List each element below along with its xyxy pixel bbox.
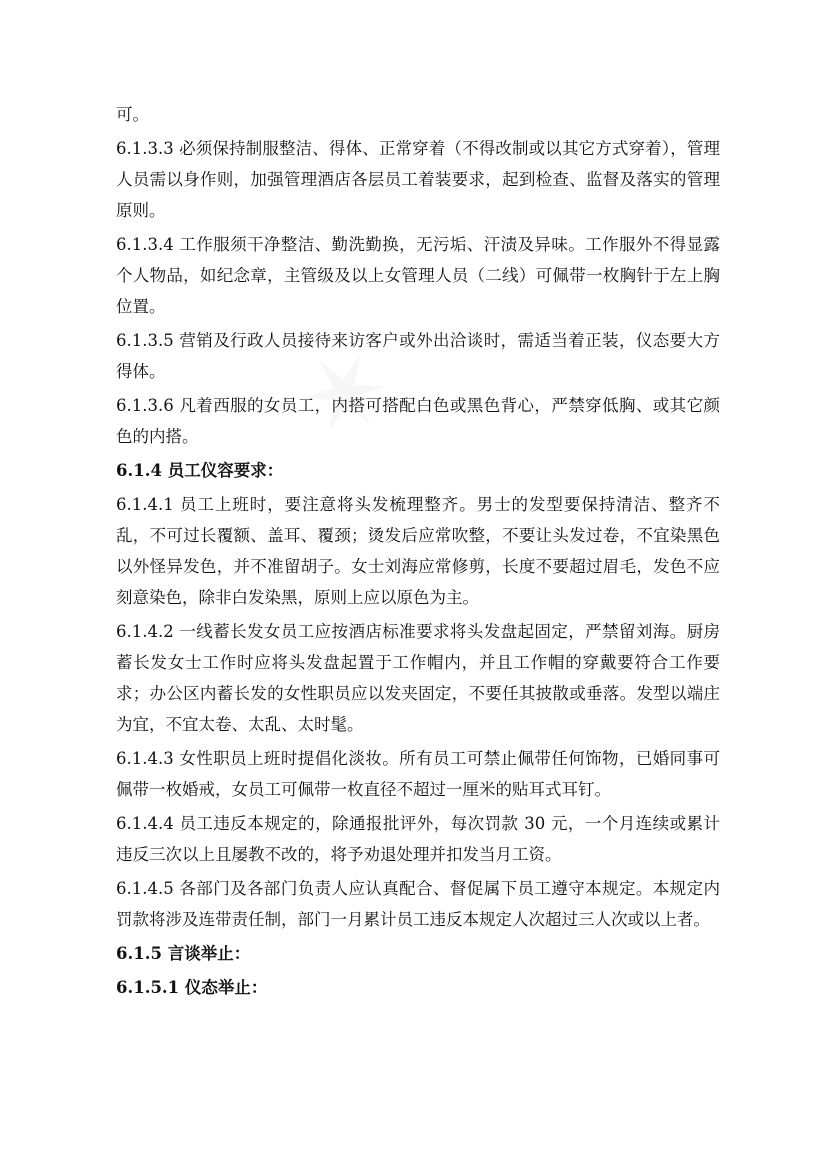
clause-text: 必须保持制服整洁、得体、正常穿着（不得改制或以其它方式穿着），管理人员需以身作则，加强管理酒店各层员工着装要求，起到检查、监督及落实的管理原则。 — [116, 139, 720, 220]
clause-text: 可。 — [116, 105, 149, 124]
clause-text: 营销及行政人员接待来访客户或外出洽谈时，需适当着正装，仪态要大方得体。 — [116, 331, 720, 381]
paragraph — [116, 325, 720, 387]
paragraph — [116, 743, 720, 805]
paragraph — [116, 390, 720, 452]
clause-number: 6.1.3.3 — [116, 139, 174, 158]
paragraph — [116, 808, 720, 870]
clause-text: 一线蓄长发女员工应按酒店标准要求将头发盘起固定，严禁留刘海。厨房蓄长发女士工作时应将头发盘起置于工作帽内，并且工作帽的穿戴要符合工作要求；办公区内蓄长发的女性职员应以发夹固定，不要任其披散或垂落。发型以端庄为宜，不宜太卷、太乱、太时髦。 — [116, 622, 720, 734]
section-heading — [116, 455, 720, 486]
clause-number: 6.1.3.5 — [116, 331, 174, 350]
section-heading — [116, 972, 720, 1003]
clause-text: 凡着西服的女员工，内搭可搭配白色或黑色背心，严禁穿低胸、或其它颜色的内搭。 — [116, 396, 720, 446]
clause-number: 6.1.4.5 — [116, 879, 174, 898]
clause-number: 6.1.5 — [116, 944, 162, 963]
clause-number: 6.1.4.3 — [116, 749, 174, 768]
clause-text: 仪态举止： — [184, 978, 268, 997]
clause-text: 工作服须干净整洁、勤洗勤换，无污垢、汗渍及异味。工作服外不得显露个人物品，如纪念章，主管级及以上女管理人员（二线）可佩带一枚胸针于左上胸位置。 — [116, 235, 720, 316]
clause-number: 6.1.4.2 — [116, 622, 174, 641]
clause-number: 6.1.4.1 — [116, 495, 174, 514]
clause-text: 言谈举止： — [167, 944, 251, 963]
watermark: ✶ — [270, 315, 422, 473]
section-heading — [116, 938, 720, 969]
clause-text: 各部门及各部门负责人应认真配合、督促属下员工遵守本规定。本规定内罚款将涉及连带责任制，部门一月累计员工违反本规定人次超过三人次或以上者。 — [116, 879, 720, 929]
paragraph — [116, 489, 720, 613]
paragraph — [116, 133, 720, 226]
clause-text: 员工上班时，要注意将头发梳理整齐。男士的发型要保持清洁、整齐不乱，不可过长覆额、盖耳、覆颈；烫发后应常吹整，不要让头发过卷，不宜染黑色以外怪异发色，并不准留胡子。女士刘海应常修剪，长度不要超过眉毛，发色不应刻意染色，除非白发染黑，原则上应以原色为主。 — [116, 495, 721, 607]
clause-text: 女性职员上班时提倡化淡妆。所有员工可禁止佩带任何饰物，已婚同事可佩带一枚婚戒，女员工可佩带一枚直径不超过一厘米的贴耳式耳钉。 — [116, 749, 720, 799]
clause-number: 6.1.3.6 — [116, 396, 174, 415]
clause-text: 员工仪容要求： — [167, 461, 284, 480]
document-body — [116, 99, 720, 1006]
paragraph — [116, 99, 720, 130]
clause-number: 6.1.4 — [116, 461, 162, 480]
paragraph — [116, 229, 720, 322]
clause-number: 6.1.5.1 — [116, 978, 180, 997]
paragraph — [116, 616, 720, 740]
paragraph — [116, 873, 720, 935]
clause-number: 6.1.3.4 — [116, 235, 174, 254]
clause-text: 员工违反本规定的，除通报批评外，每次罚款 30 元，一个月连续或累计违反三次以上且屡教不改的，将予劝退处理并扣发当月工资。 — [116, 814, 720, 864]
clause-number: 6.1.4.4 — [116, 814, 174, 833]
